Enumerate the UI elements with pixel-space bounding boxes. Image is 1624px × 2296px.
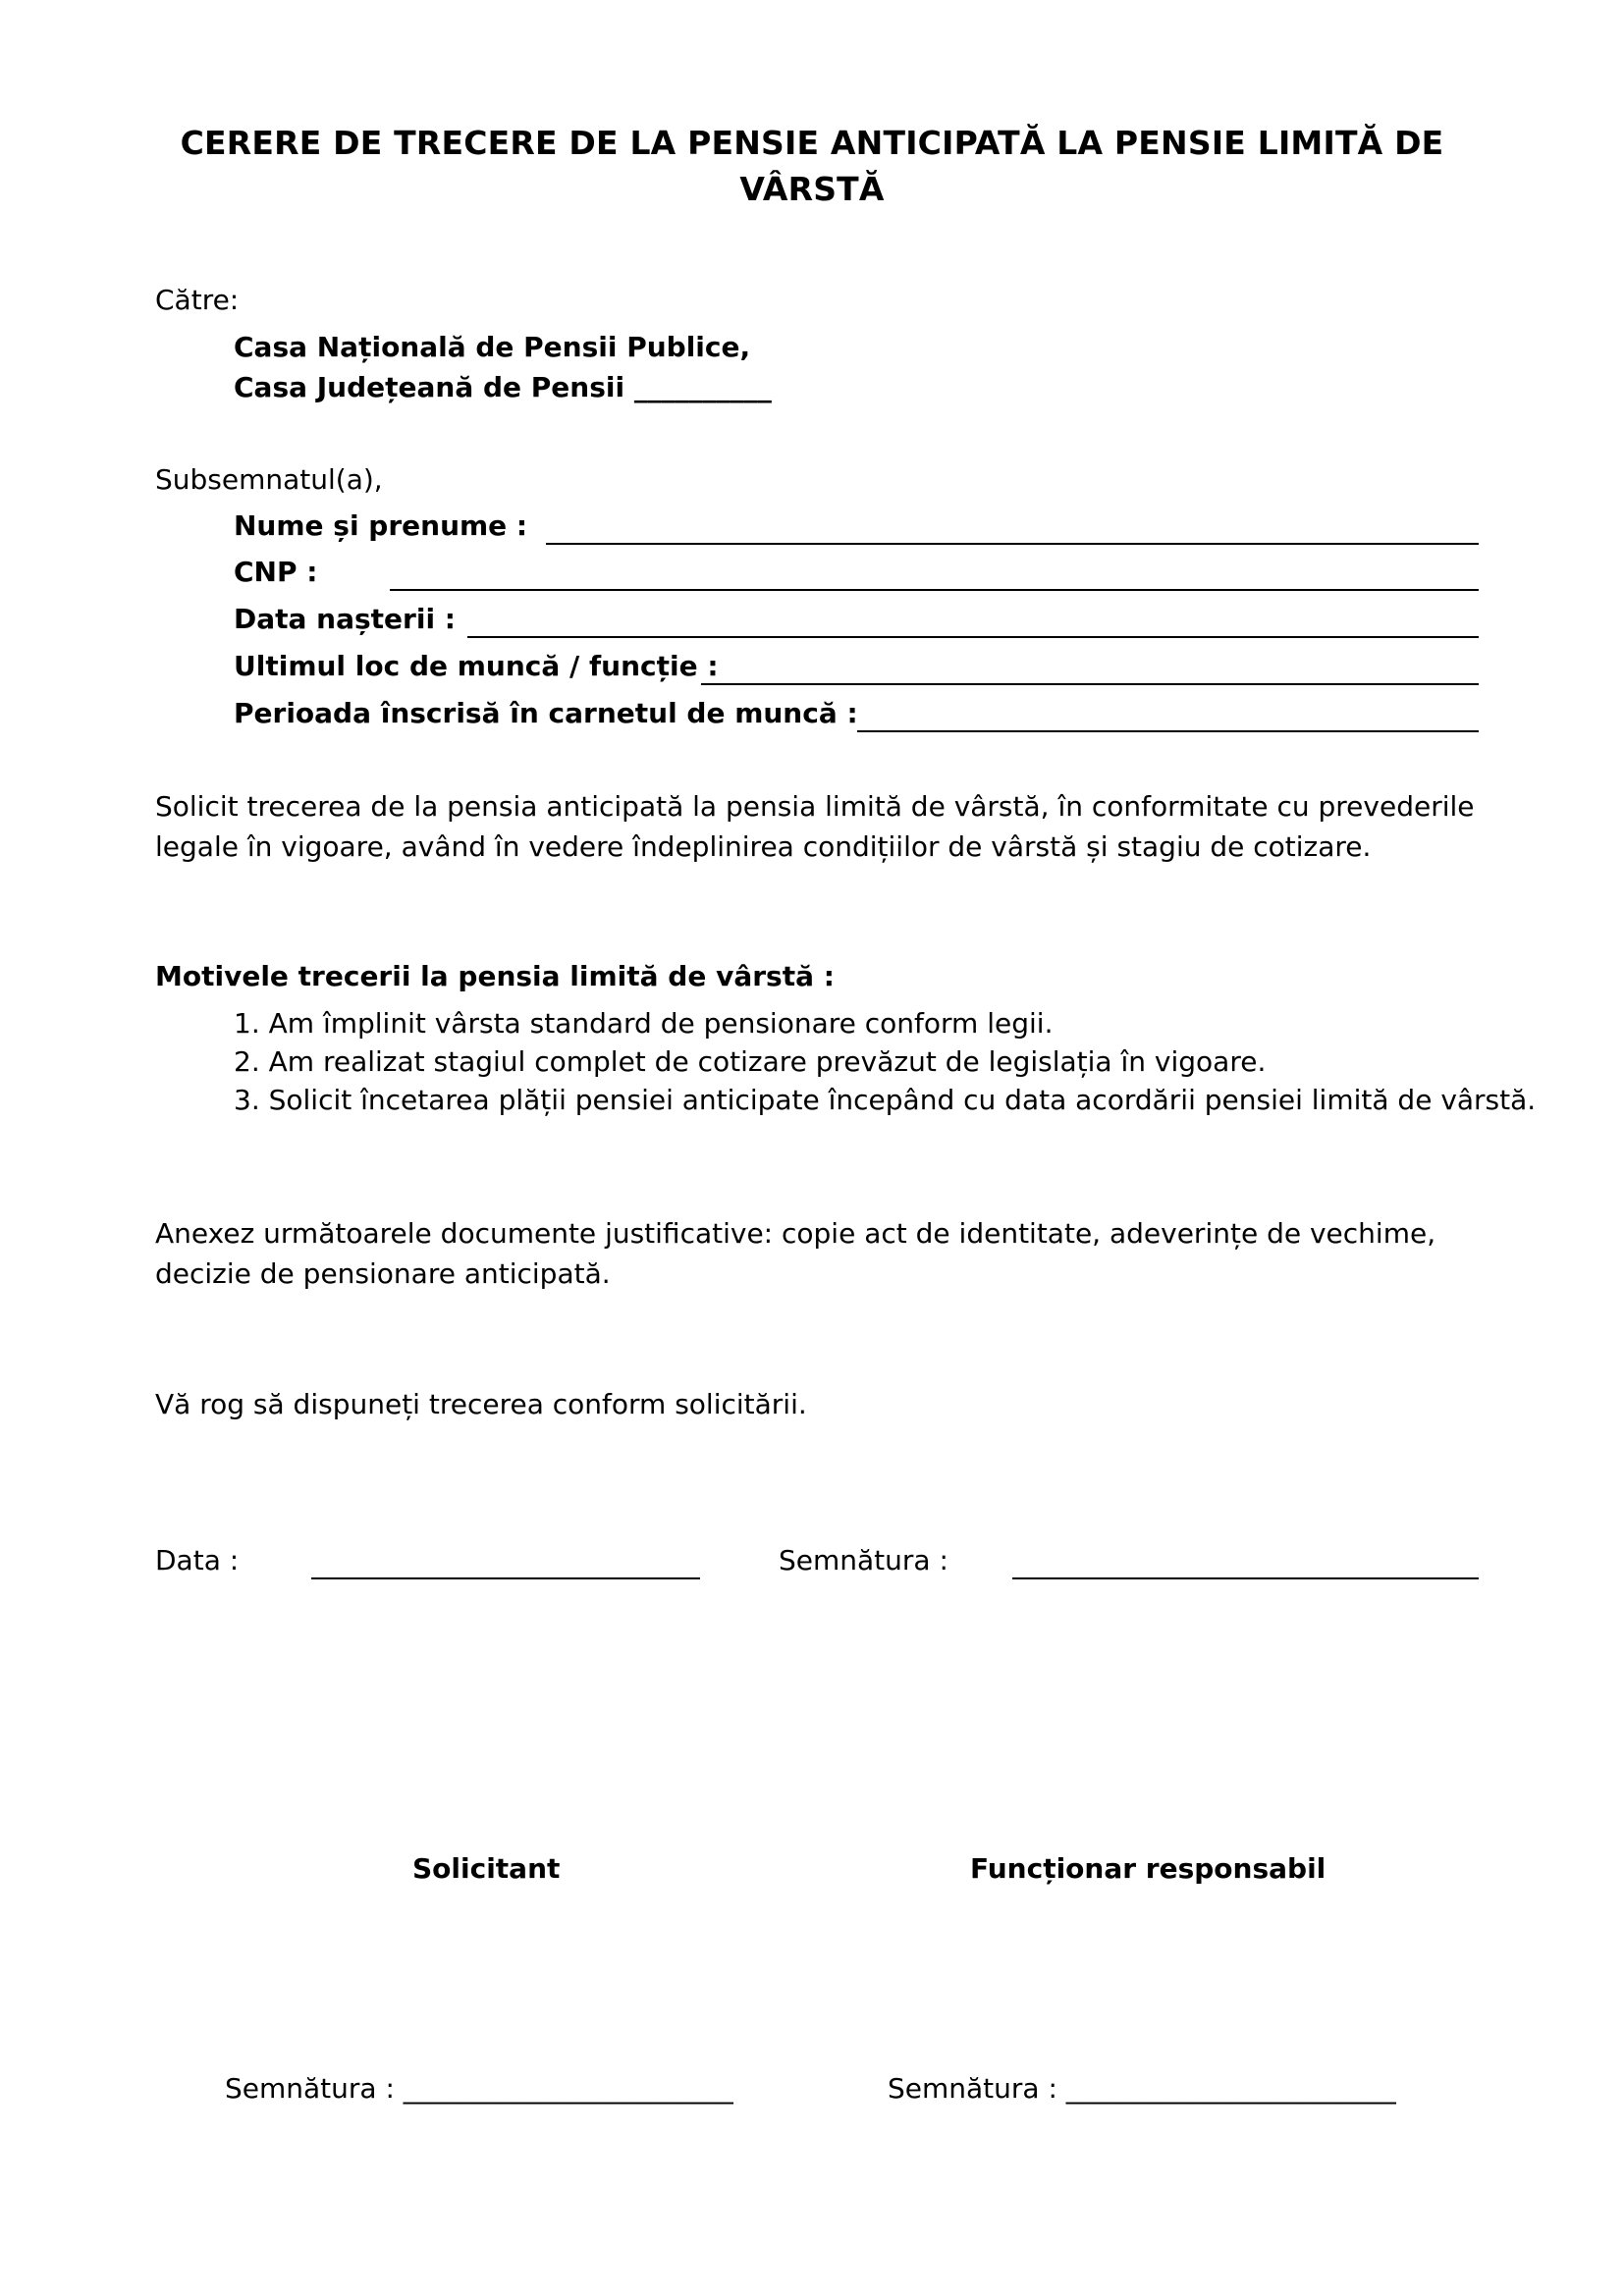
reason-item-1: 1. Am împlinit vârsta standard de pensionare conform legii.	[234, 1007, 1054, 1040]
document-title: CERERE DE TRECERE DE LA PENSIE ANTICIPATĂ LA PENSIE LIMITĂ DE VÂRSTĂ	[180, 124, 1444, 208]
last-job-field-line[interactable]	[701, 683, 1479, 685]
reason-item-2: 2. Am realizat stagiul complet de cotizare prevăzut de legislația în vigoare.	[234, 1045, 1267, 1078]
birth-date-field-line[interactable]	[467, 636, 1479, 638]
applicant-intro: Subsemnatul(a),	[155, 463, 383, 496]
annex-paragraph: Anexez următoarele documente justificative: copie act de identitate, adeverințe de vechime, decizie de pensionare anticipată.	[155, 1217, 1436, 1290]
name-field-label: Nume și prenume :	[234, 509, 528, 542]
recipient-county-house: Casa Județeană de Pensii __________	[234, 371, 772, 403]
work-period-field-line[interactable]	[857, 730, 1479, 732]
name-field-line[interactable]	[546, 543, 1479, 545]
applicant-title: Solicitant	[412, 1852, 561, 1885]
cnp-field-label: CNP :	[234, 556, 318, 588]
date-line[interactable]	[311, 1577, 700, 1579]
reasons-list	[234, 1004, 1536, 1119]
date-label: Data :	[155, 1544, 240, 1576]
official-signature-line[interactable]: Semnătura : ________________________	[888, 2072, 1396, 2105]
signature-label: Semnătura :	[779, 1544, 948, 1576]
reason-item-3: 3. Solicit încetarea plății pensiei anticipate începând cu data acordării pensiei limită de vârstă.	[234, 1084, 1537, 1116]
signature-line[interactable]	[1012, 1577, 1479, 1579]
birth-date-field-label: Data nașterii :	[234, 603, 456, 635]
closing-sentence: Vă rog să dispuneți trecerea conform solicitării.	[155, 1388, 807, 1420]
recipient-label: Către:	[155, 284, 240, 316]
request-paragraph: Solicit trecerea de la pensia anticipată la pensia limită de vârstă, în conformitate cu prevederile legale în vigoare, având în vedere îndeplinirea condițiilor de vârstă și stagiu de cotizare.	[155, 790, 1475, 863]
reasons-heading: Motivele trecerii la pensia limită de vârstă :	[155, 960, 835, 992]
work-period-field-label: Perioada înscrisă în carnetul de muncă :	[234, 697, 858, 729]
recipient-national-house: Casa Națională de Pensii Publice,	[234, 331, 751, 363]
applicant-signature-line[interactable]: Semnătura : ________________________	[225, 2072, 733, 2105]
cnp-field-line[interactable]	[390, 589, 1479, 591]
last-job-field-label: Ultimul loc de muncă / funcție :	[234, 650, 719, 682]
official-title: Funcționar responsabil	[970, 1852, 1326, 1885]
